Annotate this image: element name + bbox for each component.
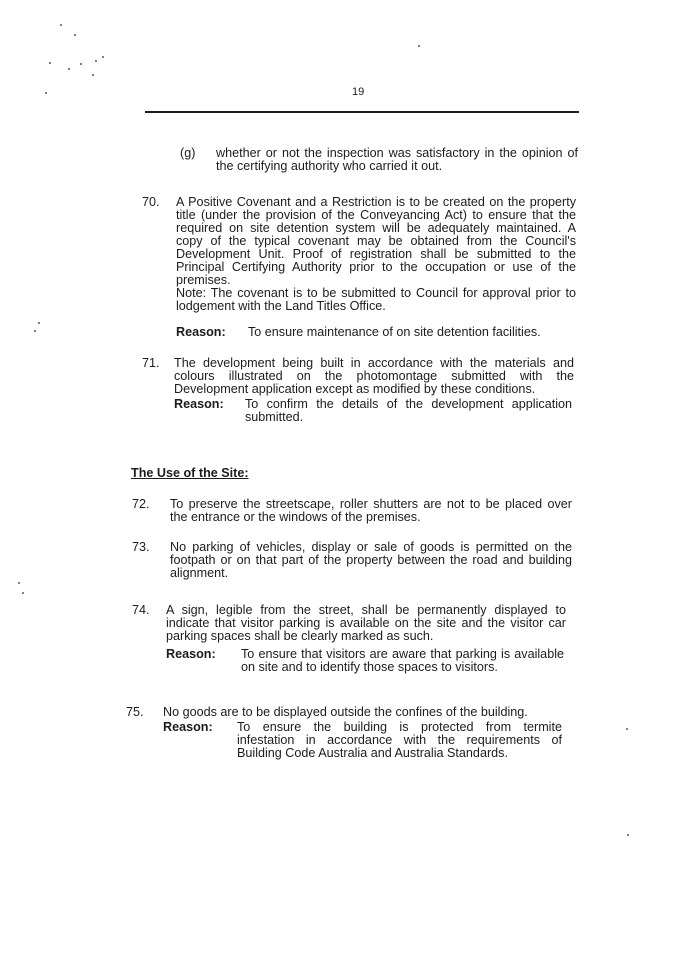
scan-speck	[627, 834, 629, 836]
scan-speck	[68, 68, 70, 70]
text-line: required on site detention system will be adequately maintained. A	[176, 221, 576, 235]
item-71-text	[174, 357, 574, 396]
item-74-number: 74.	[132, 603, 150, 617]
item-70-number: 70.	[142, 195, 160, 209]
scan-speck	[74, 34, 76, 36]
text-line: To confirm the details of the development application	[245, 397, 572, 411]
section-heading: The Use of the Site:	[131, 466, 249, 480]
item-g-label: (g)	[180, 146, 196, 160]
scan-speck	[34, 330, 36, 332]
item-74-reason-label: Reason:	[166, 647, 216, 661]
text-line: the certifying authority who carried it out.	[216, 159, 443, 173]
scan-speck	[18, 582, 20, 584]
item-71-reason-label: Reason:	[174, 397, 224, 411]
text-line: parking spaces shall be clearly marked as such.	[166, 629, 434, 643]
item-75-number: 75.	[126, 705, 144, 719]
text-line: alignment.	[170, 566, 229, 580]
scan-speck	[102, 56, 104, 58]
text-line: on site and to identify those spaces to visitors.	[241, 660, 498, 674]
text-line: The development being built in accordance with the materials and	[174, 356, 574, 370]
note-line: lodgement with the Land Titles Office.	[176, 299, 386, 313]
text-line: infestation in accordance with the requirements of	[237, 733, 562, 747]
scan-speck	[22, 592, 24, 594]
scan-speck	[49, 62, 51, 64]
item-70-reason-label: Reason:	[176, 325, 226, 339]
text-line: No parking of vehicles, display or sale of goods is permitted on the	[170, 540, 572, 554]
text-line: title (under the provision of the Conveyancing Act) to ensure that the	[176, 208, 576, 222]
text-line: A Positive Covenant and a Restriction is to be created on the property	[176, 195, 576, 209]
text-line: indicate that visitor parking is available on the site and the visitor car	[166, 616, 566, 630]
scan-speck	[95, 60, 97, 62]
item-70-text	[176, 196, 576, 313]
text-line: Development Unit. Proof of registration shall be submitted to the	[176, 247, 576, 261]
text-line: A sign, legible from the street, shall be permanently displayed to	[166, 603, 566, 617]
text-line: premises.	[176, 273, 231, 287]
text-line: footpath or on that part of the property between the road and building	[170, 553, 572, 567]
item-72-text	[170, 498, 572, 524]
text-line: To preserve the streetscape, roller shutters are not to be placed over	[170, 497, 572, 511]
scan-speck	[80, 63, 82, 65]
text-line: Building Code Australia and Australia Standards.	[237, 746, 508, 760]
text-line: copy of the typical covenant may be obtained from the Council's	[176, 234, 576, 248]
text-line: submitted.	[245, 410, 304, 424]
item-74-text	[166, 604, 566, 643]
item-75-reason-text	[237, 721, 562, 760]
text-line: Development application except as modified by these conditions.	[174, 382, 536, 396]
item-73-number: 73.	[132, 540, 150, 554]
text-line: Principal Certifying Authority prior to the occupation or use of the	[176, 260, 576, 274]
item-70-reason-text: To ensure maintenance of on site detention facilities.	[248, 325, 541, 339]
item-73-text	[170, 541, 572, 580]
scan-speck	[92, 74, 94, 76]
text-line: To ensure that visitors are aware that parking is available	[241, 647, 564, 661]
text-line: To ensure the building is protected from termite	[237, 720, 562, 734]
item-74-reason-text	[241, 648, 564, 674]
text-line: the entrance or the windows of the premises.	[170, 510, 421, 524]
scan-speck	[626, 728, 628, 730]
text-line: colours illustrated on the photomontage submitted with the	[174, 369, 574, 383]
item-71-number: 71.	[142, 356, 160, 370]
item-72-number: 72.	[132, 497, 150, 511]
item-71-reason-text	[245, 398, 572, 424]
item-g-text	[216, 147, 578, 173]
scan-speck	[418, 45, 420, 47]
scan-speck	[60, 24, 62, 26]
page-number: 19	[352, 86, 365, 98]
text-line: whether or not the inspection was satisfactory in the opinion of	[216, 146, 578, 160]
item-75-text: No goods are to be displayed outside the confines of the building.	[163, 705, 528, 719]
scan-speck	[45, 92, 47, 94]
note-line: Note: The covenant is to be submitted to Council for approval prior to	[176, 286, 576, 300]
item-75-reason-label: Reason:	[163, 720, 213, 734]
header-rule	[145, 111, 579, 113]
scan-speck	[38, 322, 40, 324]
